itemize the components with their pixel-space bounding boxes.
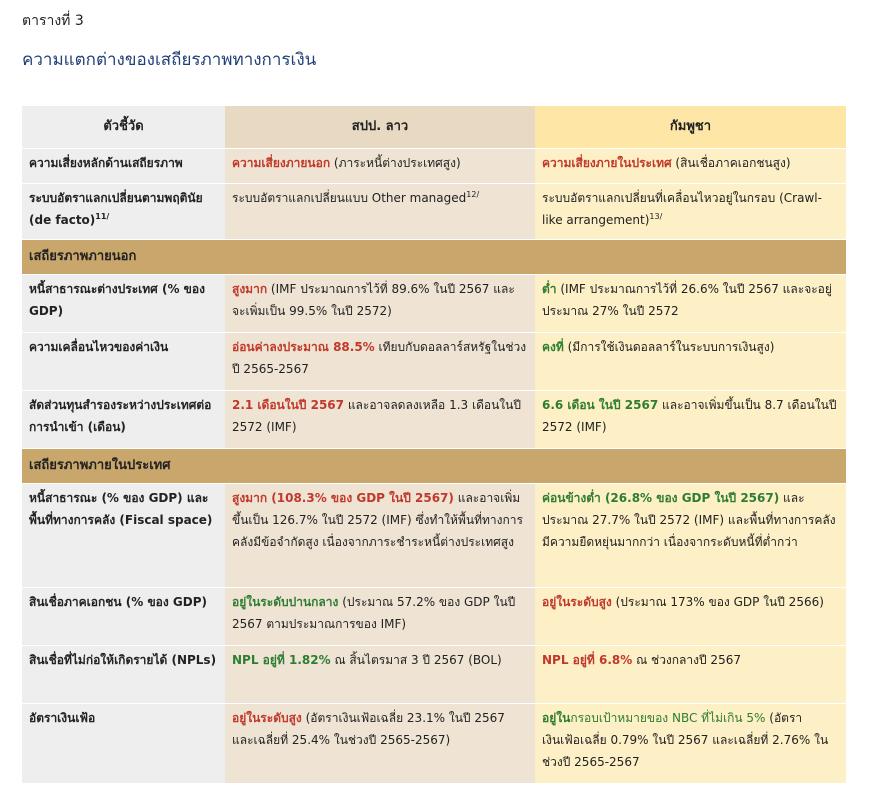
lao-highlight: ความเสี่ยงภายนอก — [232, 156, 331, 170]
lao-text: และอาจเพิ่มขึ้นเป็น 126.7% ในปี 2572 (IMF) ซึ่งทำให้พื้นที่ทางการคลังมีข้อจำกัดสูง เนื่องจากภาระชำระหนี้ต่างประเทศสูง — [232, 491, 523, 549]
table-row — [22, 149, 846, 184]
lao-highlight: สูงมาก — [232, 282, 268, 296]
cambodia-highlight: ค่อนข้างต่ำ (26.8% ของ GDP ในปี 2567) — [542, 491, 780, 505]
cambodia-highlight: ต่ำ — [542, 282, 557, 296]
lao-text: ณ สิ้นไตรมาส 3 ปี 2567 (BOL) — [330, 653, 502, 667]
cambodia-highlight: NPL อยู่ที่ 6.8% — [542, 653, 633, 667]
indicator-cell: สินเชื่อที่ไม่ก่อให้เกิดรายได้ (NPLs) — [22, 646, 225, 704]
lao-highlight: สูงมาก (108.3% ของ GDP ในปี 2567) — [232, 491, 454, 505]
table-label: ตารางที่ 3 — [22, 13, 84, 29]
indicator-cell: สินเชื่อภาคเอกชน (% ของ GDP) — [22, 588, 225, 646]
cambodia-cell — [535, 588, 846, 646]
cambodia-text: (IMF ประมาณการไว้ที่ 26.6% ในปี 2567 และจะอยู่ประมาณ 27% ในปี 2572 — [542, 282, 832, 318]
lao-highlight: อ่อนค่าลงประมาณ 88.5% — [232, 340, 375, 354]
section-heading: เสถียรภาพภายนอก — [22, 240, 846, 275]
lao-cell — [225, 484, 535, 588]
cambodia-text: และอาจเพิ่มขึ้นเป็น 8.7 เดือนในปี 2572 (IMF) — [542, 398, 837, 434]
footnote-ref: 12/ — [466, 190, 480, 199]
indicator-cell: หนี้สาธารณะต่างประเทศ (% ของ GDP) — [22, 275, 225, 333]
indicator-cell: ความเสี่ยงหลักด้านเสถียรภาพ — [22, 149, 225, 184]
lao-text: เทียบกับดอลลาร์สหรัฐในช่วงปี 2565-2567 — [232, 340, 527, 376]
table-row — [22, 484, 846, 588]
indicator-cell: ความเคลื่อนไหวของค่าเงิน — [22, 333, 225, 391]
cambodia-cell — [535, 275, 846, 333]
lao-text: (อัตราเงินเฟ้อเฉลี่ย 23.1% ในปี 2567 และเฉลี่ยที่ 25.4% ในช่วงปี 2565-2567) — [232, 711, 505, 747]
footnote-ref: 11/ — [95, 212, 110, 221]
table-row — [22, 275, 846, 333]
cambodia-text: ณ ช่วงกลางปี 2567 — [632, 653, 741, 667]
lao-text: ระบบอัตราแลกเปลี่ยนแบบ Other managed — [232, 191, 467, 205]
lao-highlight: อยู่ในระดับสูง — [232, 711, 302, 725]
cambodia-text: และประมาณ 27.7% ในปี 2572 (IMF) และพื้นที่ทางการคลังมีความยืดหยุ่นมากกว่า เนื่องจากระดับหนี้ที่ต่ำกว่า — [542, 491, 836, 549]
cambodia-highlight: 6.6 เดือน ในปี 2567 — [542, 398, 659, 412]
cambodia-highlight: คงที่ — [542, 340, 564, 354]
header-lao: สปป. ลาว — [225, 106, 535, 149]
lao-cell — [225, 275, 535, 333]
header-cambodia: กัมพูชา — [535, 106, 846, 149]
cambodia-highlight: อยู่ในระดับสูง — [542, 595, 612, 609]
table-row — [22, 704, 846, 784]
cambodia-text: (ประมาณ 173% ของ GDP ในปี 2566) — [611, 595, 824, 609]
lao-text: (ประมาณ 57.2% ของ GDP ในปี 2567 ตามประมาณการของ IMF) — [232, 595, 516, 631]
cambodia-cell — [535, 484, 846, 588]
cambodia-cell — [535, 391, 846, 449]
indicator-text: ระบบอัตราแลกเปลี่ยนตามพฤตินัย (de facto) — [29, 191, 203, 227]
table-row — [22, 588, 846, 646]
section-heading: เสถียรภาพภายในประเทศ — [22, 449, 846, 484]
lao-highlight: 2.1 เดือนในปี 2567 — [232, 398, 344, 412]
cambodia-cell — [535, 704, 846, 784]
cambodia-cell — [535, 333, 846, 391]
cambodia-text: (มีการใช้เงินดอลลาร์ในระบบการเงินสูง) — [563, 340, 775, 354]
lao-cell — [225, 333, 535, 391]
page-title: ความแตกต่างของเสถียรภาพทางการเงิน — [22, 50, 317, 70]
header-row — [22, 106, 846, 149]
lao-highlight: อยู่ในระดับปานกลาง — [232, 595, 339, 609]
cambodia-highlight-target: กรอบเป้าหมายของ NBC ที่ไม่เกิน 5% — [570, 711, 766, 725]
lao-text: (IMF ประมาณการไว้ที่ 89.6% ในปี 2567 และจะเพิ่มเป็น 99.5% ในปี 2572) — [232, 282, 515, 318]
indicator-cell — [22, 184, 225, 240]
lao-cell — [225, 704, 535, 784]
cambodia-text: (สินเชื่อภาคเอกชนสูง) — [671, 156, 791, 170]
cambodia-cell — [535, 646, 846, 704]
indicator-cell: อัตราเงินเฟ้อ — [22, 704, 225, 784]
table-row — [22, 333, 846, 391]
section-row-external — [22, 240, 846, 275]
cambodia-text: ระบบอัตราแลกเปลี่ยนที่เคลื่อนไหวอยู่ในกรอบ (Crawl-like arrangement) — [542, 191, 822, 227]
cambodia-cell — [535, 149, 846, 184]
section-row-domestic — [22, 449, 846, 484]
lao-text: และอาจลดลงเหลือ 1.3 เดือนในปี 2572 (IMF) — [232, 398, 521, 434]
table-row — [22, 184, 846, 240]
lao-cell — [225, 184, 535, 240]
lao-text: (ภาระหนี้ต่างประเทศสูง) — [330, 156, 461, 170]
lao-highlight: NPL อยู่ที่ 1.82% — [232, 653, 331, 667]
lao-cell — [225, 149, 535, 184]
lao-cell — [225, 646, 535, 704]
cambodia-cell — [535, 184, 846, 240]
cambodia-highlight: อยู่ใน — [542, 711, 571, 725]
lao-cell — [225, 391, 535, 449]
footnote-ref: 13/ — [649, 212, 663, 221]
indicator-cell: หนี้สาธารณะ (% ของ GDP) และพื้นที่ทางการคลัง (Fiscal space) — [22, 484, 225, 588]
table-row — [22, 646, 846, 704]
indicator-cell: สัดส่วนทุนสำรองระหว่างประเทศต่อการนำเข้า (เดือน) — [22, 391, 225, 449]
comparison-table — [22, 106, 846, 783]
cambodia-highlight: ความเสี่ยงภายในประเทศ — [542, 156, 672, 170]
lao-cell — [225, 588, 535, 646]
table-row — [22, 391, 846, 449]
header-indicator: ตัวชี้วัด — [22, 106, 225, 149]
cambodia-text: (อัตราเงินเฟ้อเฉลี่ย 0.79% ในปี 2567 และเฉลี่ยที่ 2.76% ในช่วงปี 2565-2567 — [542, 711, 829, 769]
